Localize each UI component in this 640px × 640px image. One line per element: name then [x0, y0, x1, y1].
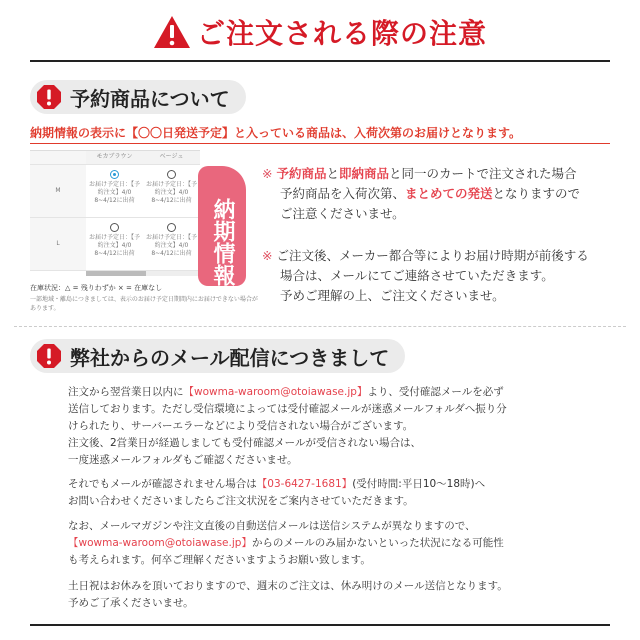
text: も考えられます。何卒ご理解くださいますようお願い致します。 — [68, 554, 371, 566]
text: 注文から翌営業日以内に — [68, 386, 184, 398]
section-title: 弊社からのメール配信につきまして — [70, 345, 390, 370]
text: と同一のカートで注文された場合 — [389, 166, 577, 181]
column-header: ベージュ — [159, 153, 184, 160]
note-mark: ※ — [262, 248, 273, 263]
text: 土日祝はお休みを頂いておりますので、週末のご注文は、休み明けのメール送信となります。 — [68, 580, 508, 592]
text: お問い合わせくださいましたらご注文状況をご案内させていただきます。 — [68, 495, 414, 507]
column-header: モカブラウン — [96, 153, 133, 160]
radio-icon[interactable] — [167, 223, 176, 232]
highlight-reserved: 予約商品 — [276, 166, 327, 181]
title-divider — [30, 60, 610, 62]
table-cell — [86, 165, 143, 217]
section-pill — [30, 80, 246, 114]
text: 注文後、2営業日が経過しましても受付確認メールが受信されない場合は、 — [68, 437, 421, 449]
table-cell — [143, 165, 200, 217]
radio-icon[interactable] — [110, 223, 119, 232]
text: と — [326, 166, 339, 181]
stock-legend: 在庫状況：△ = 残りわずか × = 在庫なし — [30, 284, 163, 292]
text: 送信しております。ただし受信環境によっては受付確認メールが迷惑メールフォルダへ振り分 — [68, 403, 507, 415]
corner-cell — [30, 151, 86, 164]
size-label: L — [30, 218, 86, 270]
alert-octagon-icon — [36, 84, 62, 110]
phone-link[interactable]: 【03-6427-1681】 — [256, 478, 353, 490]
section-divider — [14, 326, 626, 327]
email-link[interactable]: 【wowma-waroom@otoiawase.jp】 — [68, 537, 252, 549]
section-heading-email — [30, 339, 405, 373]
cell-text: お届け予定日：【予約注文】4/0 8~4/12に出荷 — [88, 234, 140, 257]
text: 予約商品を入荷次第、 — [280, 186, 406, 201]
email-paragraph-2 — [68, 476, 588, 510]
radio-icon[interactable] — [167, 170, 176, 179]
text: (受付時間:平日10～18時)へ — [352, 478, 486, 490]
email-link[interactable]: 【wowma-waroom@otoiawase.jp】 — [183, 386, 368, 398]
alert-octagon-icon — [36, 343, 62, 369]
text: より、受付確認メールを必ず — [367, 386, 504, 398]
table-cell — [86, 218, 143, 270]
text: 予めご了承くださいませ。 — [68, 597, 194, 609]
page-header — [0, 8, 640, 56]
section-pill — [30, 339, 405, 373]
page-title: ご注文される際の注意 — [196, 17, 487, 50]
badge-label: 納期情報 — [210, 198, 235, 286]
cell-text: お届け予定日：【予約注文】4/0 8~4/12に出荷 — [145, 234, 197, 257]
table-row — [30, 218, 200, 271]
email-paragraph-1 — [68, 384, 588, 469]
text: ご注意くださいませ。 — [280, 206, 405, 221]
warning-triangle-icon — [153, 15, 191, 49]
text: ご注文後、メーカー都合等によりお届け時期が前後する — [276, 248, 589, 263]
section-title: 予約商品について — [70, 86, 230, 111]
size-label: M — [30, 165, 86, 217]
section-heading-reservation — [30, 80, 246, 114]
cell-text: お届け予定日：【予約注文】4/0 8~4/12に出荷 — [145, 181, 197, 204]
text: 一度迷惑メールフォルダもご確認くださいませ。 — [68, 454, 298, 466]
highlight-instant: 即納商品 — [339, 166, 390, 181]
text: 予めご理解の上、ご注文くださいませ。 — [280, 288, 505, 303]
email-paragraph-4 — [68, 578, 588, 612]
text: それでもメールが確認されません場合は — [68, 478, 257, 490]
table-row — [30, 165, 200, 218]
table-cell — [143, 218, 200, 270]
text: 場合は、メールにてご連絡させていただきます。 — [280, 268, 554, 283]
highlight-bundled: まとめての発送 — [405, 186, 493, 201]
email-paragraph-3 — [68, 518, 588, 569]
note-mark: ※ — [262, 166, 273, 181]
delivery-notice: 納期情報の表示に【〇〇日発送予定】と入っている商品は、入荷次第のお届けとなります。 — [30, 124, 610, 144]
text: からのメールのみ届かないといった状況になる可能性 — [251, 537, 504, 549]
text: なお、メールマガジンや注文直後の自動送信メールは送信システムが異なりますので、 — [68, 520, 476, 532]
radio-icon[interactable] — [110, 170, 119, 179]
info-delivery-change — [262, 246, 622, 306]
cell-text: お届け予定日：【予約注文】4/0 8~4/12に出荷 — [88, 181, 140, 204]
bottom-divider — [30, 624, 610, 626]
table-footnote: 一部地域・離島につきましては、表示のお届け予定日期間内にお届けできない場合があります。 — [30, 296, 258, 312]
table-header-row — [30, 151, 200, 165]
table-scrollbar[interactable] — [86, 271, 200, 276]
scrollbar-thumb[interactable] — [86, 271, 146, 276]
text: となりますので — [492, 186, 581, 201]
info-reservation-combined — [262, 164, 622, 224]
stock-grid — [30, 150, 200, 270]
text: けられたり、サーバーエラーなどにより受信されない場合がございます。 — [68, 420, 414, 432]
